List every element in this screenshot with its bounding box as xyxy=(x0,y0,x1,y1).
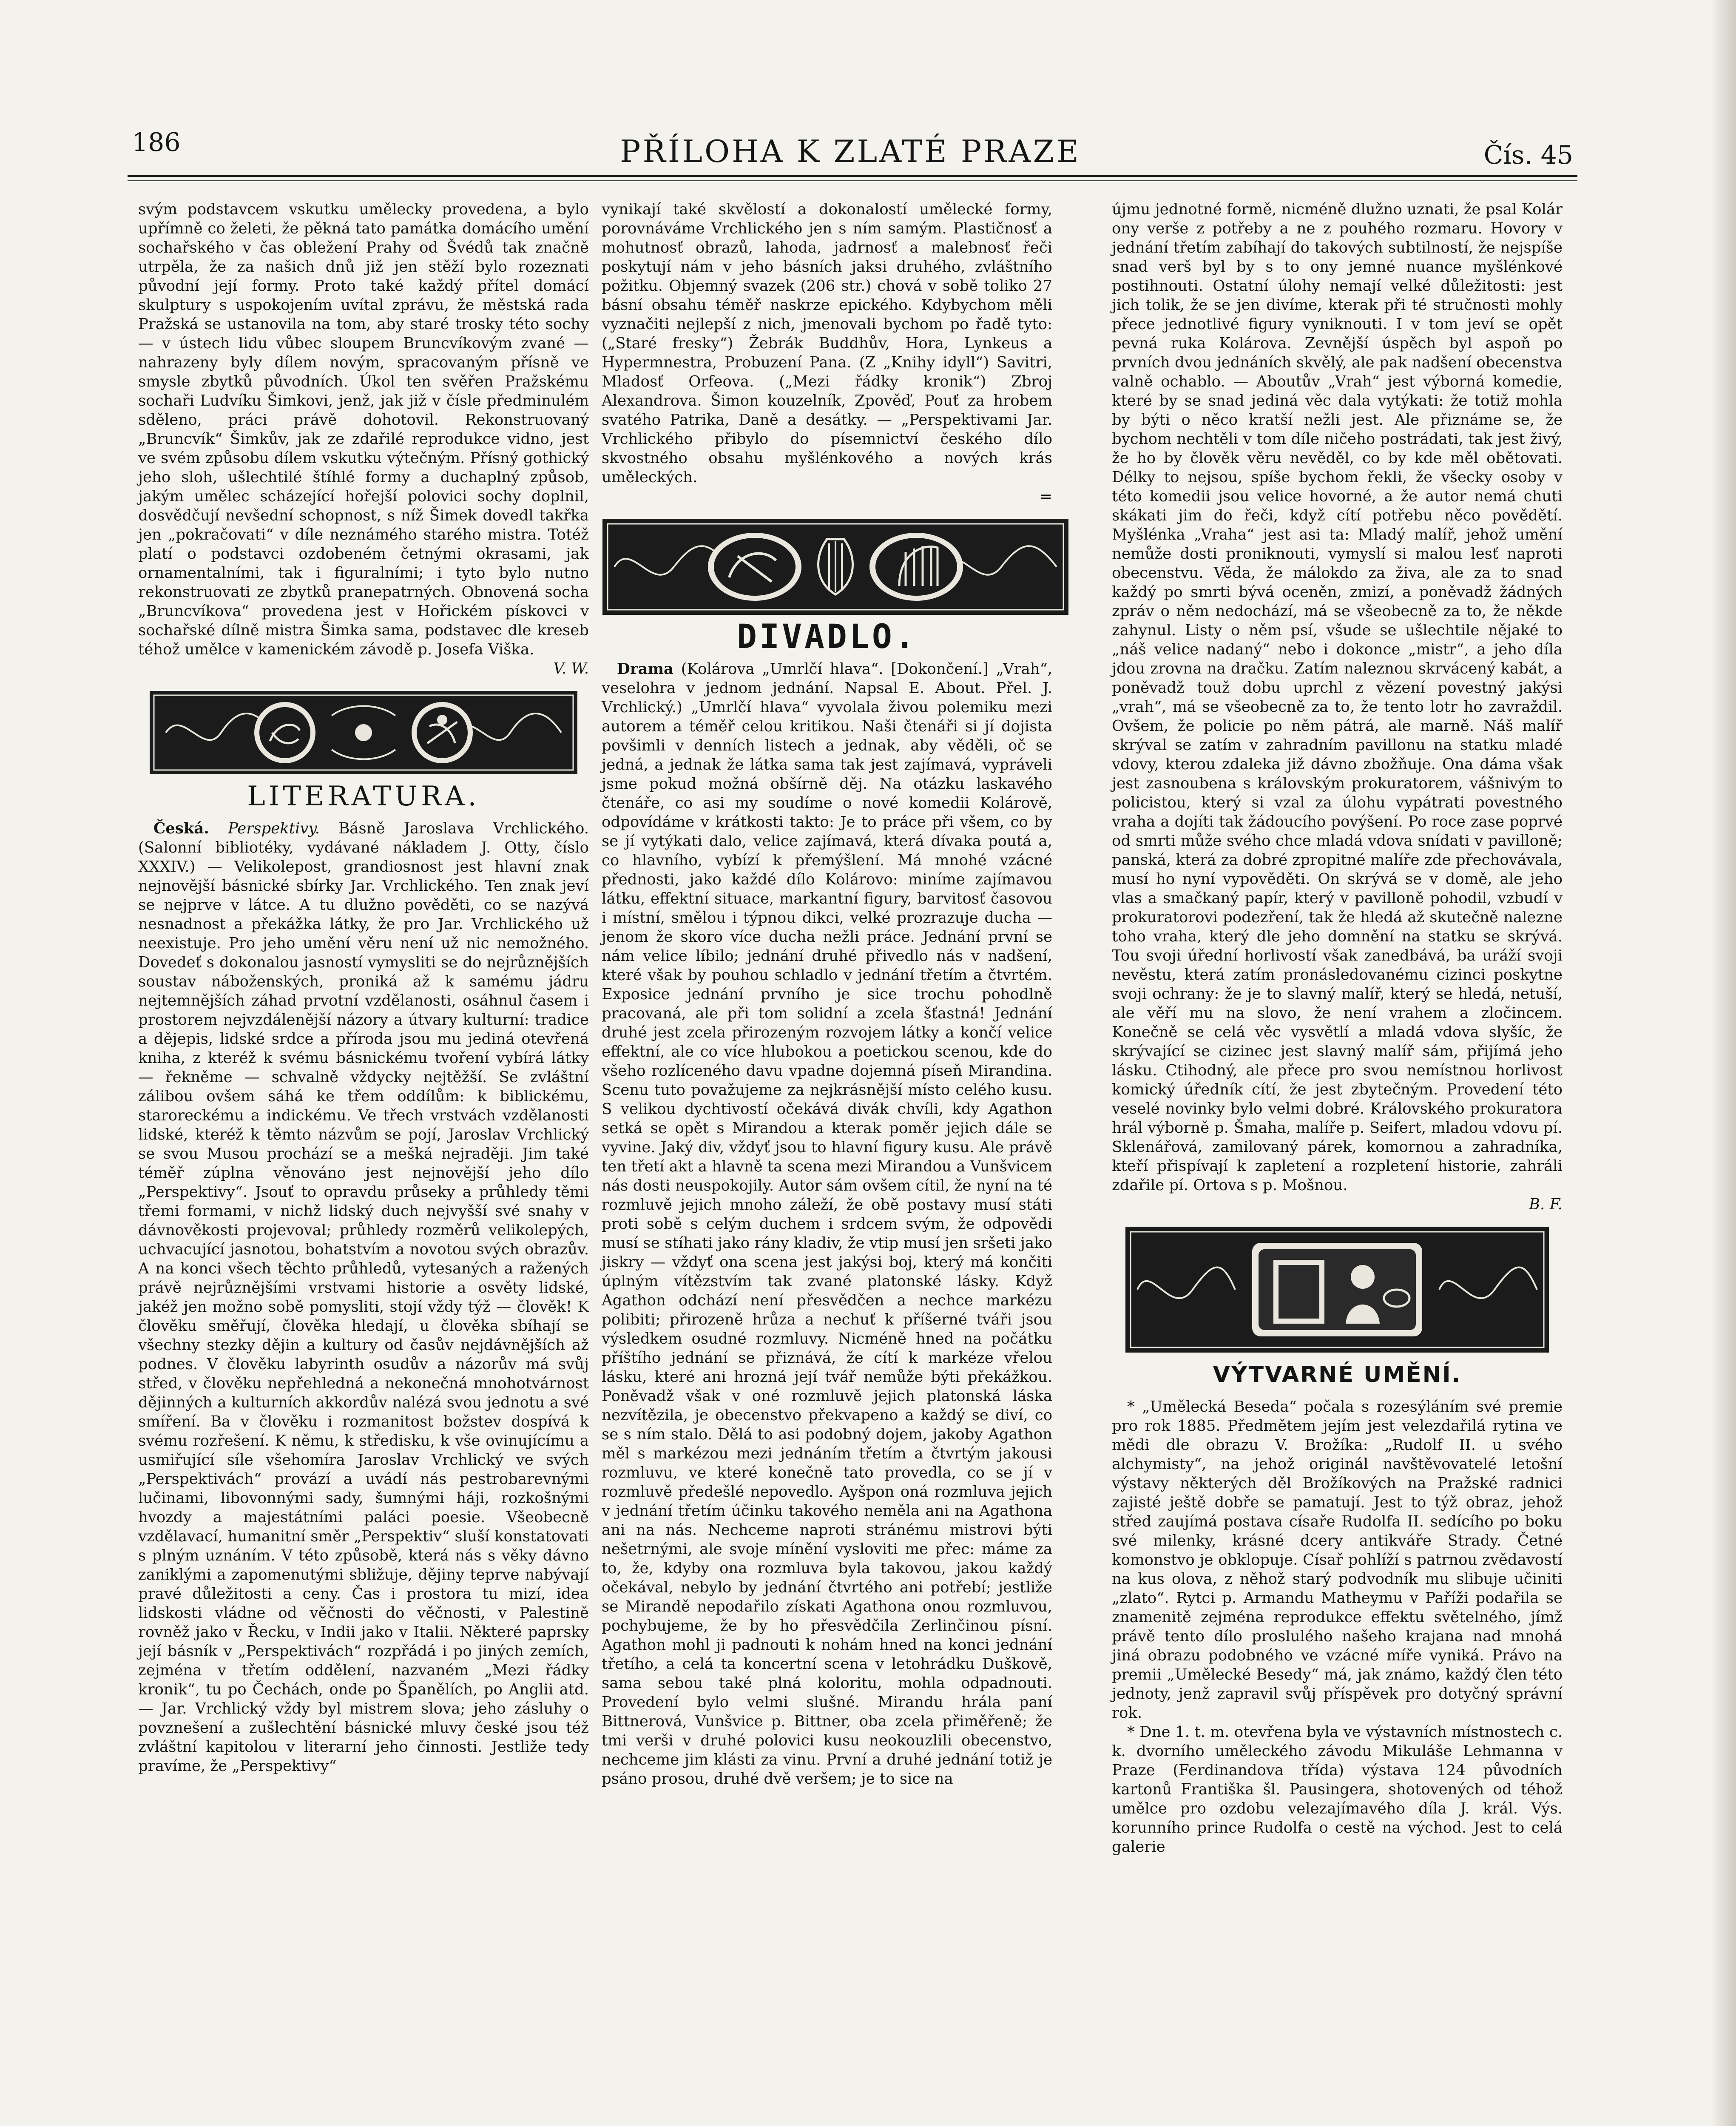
section-title-literature: LITERATURA. xyxy=(247,781,480,812)
theatre-review-continued: újmu jednotné formě, nicméně dlužno uznati, že psal Kolár ony verše z potřeby a ne z pouhého rozmaru. Hovory v jednání třetím zabíhají do takových subtilností, že nejspíše snad verš byl by s to ony jemné nuance myšlénkové postihnouti. Ostatní úlohy nemají velké důležitosti: jest jich tolik, že se jen divíme, kterak při té stručnosti mohly přece jednotlivé figury vyniknouti. I v tom jeví se opět pevná ruka Kolárova. Zevnější úspěch byl aspoň po prvních dvou jednáních skvělý, ale pak nadšení obecenstva valně ochablo. — Aboutův „Vrah“ jest výborná komedie, které by se snad jediná věc dala vytýkati: že totiž mohla by býti o něco kratší nežli jest. Ale přiznáme se, že bychom nechtěli v tom díle ničeho postrádati, tak jest živý, že ho by člověk věru nevěděl, co by kde měl obětovati. Délky to nejsou, spíše bychom řekli, že všecky osoby v této komedii jsou velice hovorné, a že autor nemá chuti skákati jim do řeči, když cítí potřebu něco povědětí. Myšlénka „Vraha“ jest asi ta: Mladý malíř, jehož umění nemůže dosti proniknouti, vymyslí si malou lesť naproti obecenstvu. Věda, že málokdo za živa, ale za to snad každý po smrti bývá oceněn, zmizí, a poněvadž žádných zpráv o něm nedochází, má se všeobecně za to, že někde zahynul. Listy o něm psí, všude se ušlechtile nějaké to „náš velice nadaný“ nebo i dokonce „mistr“, a jeho díla jdou zrovna na dračku. Zatím naleznou skrvácený kabát, a poněvadž touž dobu uprchl z vězení povestný jakýsi „vrah“, má se všeobecně za to, že tento lotr ho zavraždil. Ovšem, že policie po něm pátrá, ale marně. Náš malíř skrýval se zatím v zahradním pavillonu na statku mladé vdovy, kterou zdaleka již dávno zbožňuje. Ona dáma však jest zasnoubena s královským prokuratorem, vášnivým to policistou, který si vzal za úlohu vypátrati povestného vraha a dojíti tak žádoucího povýšení. Po roce zase poprvé od smrti může svého chce mladá vdova snídati v pavilloně; panská, která za dobré zpropitné malíře zde přechovávala, musí ho nyní vypověděti. On skrývá se v domě, ale jeho vlas a smačkaný papír, který v pavilloně pohodil, vzbudí v prokuratorovi podezření, tak že hledá až skutečně nalezne toho vraha, který dle jeho domnění na statku se skrývá. Tou svoji úřední horlivostí však zanedbává, ba uráží svoji nevěstu, která zatím pronásledovanému cizinci poskytne svoji ochrany: že je to slavný malíř, který se hledá, netuší, ale věří mu na slovo, že není vrahem a zločincem. Konečně se celá věc vysvětlí a mladá vdova slyšíc, že skrývající se cizinec jest slavný malíř sám, přijímá jeho lásku. Ctihodný, ale přece pro svou nemístnou horlivost komický úředník cítí, že jest zbytečným. Provedení této veselé novinky bylo velmi dobré. Královského prokuratora hrál výborně p. Šmaha, malíře p. Seifert, mladou vdovu pí. Sklenářová, zamilovaný párek, komornou a zahradníka, kteří přispívají k zapletení a rozpletení historie, zahráli zdařile pí. Ortova s p. Mošnou. xyxy=(1112,201,1563,1194)
column-right xyxy=(1112,200,1563,1856)
column-left xyxy=(138,200,589,1776)
column-middle xyxy=(602,200,1052,1788)
header-rule-thin xyxy=(128,180,1577,181)
literature-text: Básně Jaroslava Vrchlického. (Salonní bibliotéky, vydávané nákladem J. Otty, číslo XXXIV.) — Velikolepost, grandiosnost jest hlavní znak nejnovější básnické sbírky Jar. Vrchlického. Ten znak jeví se nejprve v látce. A tu dlužno pověděti, co se nazývá nesnadnost a překážka látky, že pro Jar. Vrchlického už neexistuje. Pro jeho umění věru není už nic nemožného. Dovedeť s dokonalou jasností vymysliti se do nejrůznějších soustav náboženských, proniká až k samému jádru nejtemnějších záhad prvotní vzdělanosti, osáhnul časem i prostorem nejvzdálenější názory a útvary kulturní: tradice a dějepis, lidské srdce a příroda jsou mu jediná otevřená kniha, z kteréž k svému básnickému tvoření vybírá látky — řekněme — schvalně vždycky nejtěžší. Se zvláštní zálibou ovšem sáhá ke třem oddílům: k biblickému, staroreckému a indickému. Ve třech vrstvách vzdělanosti lidské, kteréž k těmto názvům se pojí, Jaroslav Vrchlický se svou Musou prochází se a mešká nejraději. Jim také téměř zúplna věnováno jest nejnovější jeho dílo „Perspektivy“. Jsouť to opravdu průseky a průhledy těmi třemi formami, v nichž lidský duch nejvyšší své snahy v dávnověkosti projevoval; průhledy rozměrů velikolepých, uchvacující jasnotou, bohatstvím a novotou svých obrazův. A na konci všech těchto průhledů, vytesaných a ražených právě nejrůznějšími vrstvami historie a osvěty lidské, jakéž jen možno sobě pomysliti, stojí vždy týž — člověk! K člověku směřují, člověka hledají, u člověka sbíhají se všechny stezky dějin a kultury od časův nejdávnějších až podnes. V člověku labyrinth osudův a názorův má svůj střed, v člověku nepřehledná a nekonečná mnohotvárnost dějinných a kulturních akkordův nalézá svou jednotu a své smíření. Ba v člověku i rozmanitost božstev dospívá k svému rozřešení. K němu, k středisku, k vše ovinujícímu a usmiřující síle všehomíra Jaroslav Vrchlický ve svých „Perspektivách“ provází a uvádí nás pestrobarevnými lučinami, libovonnými sady, šumnými háji, rozkošnými hvozdy a majestátními paláci poesie. Všeobecně vzdělavací, humanitní směr „Perspektiv“ sluší konstatovati s plným uznáním. V této způsobě, která nás s věky dávno zaniklými a zapomenutými sbližuje, dějiny teprve nabývají pravé důležitosti a ceny. Čas i prostora tu mizí, idea lidskosti vládne od věčnosti do věčnosti, v Palestině rovněž jako v Řecku, v Indii jako v Italii. Některé paprsky její básník v „Perspektivách“ rozpřádá i po jiných zemích, zejména v třetím oddělení, nazvaném „Mezi řádky kronik“, tu po Čechách, onde po Španělích, po Anglii atd. — Jar. Vrchlický vždy byl mistrem slova; jeho zásluhy o povznešení a zušlechtění básnické mluvy české jsou též zvláštní kapitolou v literarní jeho činnosti. Jestliže tedy pravíme, že „Perspektivy“ xyxy=(138,820,589,1775)
page-title: PŘÍLOHA K ZLATÉ PRAZE xyxy=(620,134,1081,169)
literature-book-title: Perspektivy. xyxy=(227,820,320,837)
article-bruncvik-text: svým podstavcem vskutku umělecky provedena, a bylo upřímně co želeti, že pěkná tato památka domácího umění sochařského v čas obležení Prahy od Švédů tak značně utrpěla, že za našich dnů již jen stěží bylo rozeznati původní její formy. Proto také každý přítel domácí skulptury s uspokojením uvítal zprávu, že městská rada Pražská se ustanovila na tom, aby staré trosky této sochy — v ústech lidu vůbec sloupem Bruncvíkovým zvané — nahrazeny byly dílem novým, spracovaným přísně ve smysle zbytků původních. Úkol ten svěřen Pražskému sochaři Ludvíku Šimkovi, jenž, jak již v čísle předminulém sděleno, práci právě dohotovil. Rekonstruovaný „Bruncvík“ Šimkův, jak ze zdařilé reprodukce vidno, jest ve svém způsobu dílem vskutku výtečným. Přísný gothický jeho sloh, ušlechtilé štíhlé formy a duchaplný způsob, jakým umělec scházející hořejší polovici sochy doplnil, dosvědčují nevšední schopnost, s níž Šimek dovedl takřka jen „pokračovati“ v díle neznámého starého mistra. Totéž platí o podstavci ozdobeném četnými okrasami, jak ornamentalními, tak i figuralními; i tyto bylo nutno rekonstruovati ze zbytků pranepatrných. Obnovená socha „Bruncvíkova“ provedena jest v Hořickém pískovci v sochařské dílně mistra Šimka sama, podstavec dle kreseb téhož umělce v kamenickém závodě p. Josefa Viška. xyxy=(138,201,589,658)
fine-arts-news-1: * „Umělecká Beseda“ počala s rozesýláním své premie pro rok 1885. Předmětem jejím jest velezdařilá rytina ve mědi dle obrazu V. Brožíka: „Rudolf II. u svého alchymisty“, na jehož originál navštěvovatelé letošní výstavy některých děl Brožíkových na Pražské radnici zajisté ještě dobře se pamatují. Jest to týž obraz, jehož střed zaujímá postava císaře Rudolfa II. sedícího po boku své milenky, krásné dcery antikváře Strady. Četné komonstvo je obklopuje. Císař pohlíží s patrnou zvědavostí na kus olova, z něhož starý podvodník mu slibuje učiniti „zlato“. Rytci p. Armandu Matheymu v Paříži podařila se znamenitě zejména reprodukce effektu světelného, jímž právě tento dílo proslulého našeho krajana nad mnohá jiná obrazu podobného ve vzácné míře vyniká. Právo na premii „Umělecké Besedy“ má, jak známo, každý člen této jednoty, jenž zapravil svůj příspěvek pro dotyčný správní rok. xyxy=(1112,1398,1563,1722)
literature-lead: Česká. xyxy=(153,820,209,837)
end-mark: = xyxy=(1040,488,1052,505)
ornament-vignette-art xyxy=(1125,1226,1550,1353)
header-rule xyxy=(128,175,1577,177)
section-title-theatre: DIVADLO. xyxy=(737,618,917,656)
issue-number: Čís. 45 xyxy=(1483,140,1573,170)
drama-text: (Kolárova „Umrlčí hlava“. [Dokončení.] „Vrah“, veselohra v jednom jednání. Napsal E. About. Přel. J. Vrchlický.) „Umrlčí hlava“ vyvolala živou polemiku mezi autorem a téměř celou kritikou. Naši čtenáři si jí dojista povšimli v denních listech a jednak, aby věděli, oč se jedná, a jednak že látka sama tak jest zajímavá, vypráveli jsme pokud možná obšírně děj. Na otázku laskavého čtenáře, co asi my soudíme o nové komedii Kolárově, odpovídáme v krátkosti takto: Je to práce při všem, co by se jí vytýkati dalo, velice zajímavá, která dívaka poutá a, co hlavního, vybízí k přemýšlení. Má mnohé vzácné přednosti, jako každé dílo Kolárovo: miníme zajímavou látku, effektní situace, markantní figury, barvitosť časovou i místní, smělou i týpnou dikci, velké prozrazuje ducha — jenom že skoro více ducha nežli práce. Jednání první se nám velice líbilo; jednání druhé přivedlo nás v nadšení, které však by pouhou schladlo v jednání třetím a čtvrtém. Exposice jednání prvního je sice trochu pohodlně pracovaná, ale při tom solidní a zcela šťastná! Jednání druhé jest zcela přirozeným rozvojem látky a končí velice effektní, ale co více hlubokou a poetickou scenou, kde do všeho rozlíceného davu vpadne dojemná píseň Mirandina. Scenu tuto považujeme za nejkrásnější místo celého kusu. S velikou dychtivostí očekává divák chvíli, kdy Agathon setká se opět s Mirandou a kterak poměr jejich dále se vyvine. Jaký div, vždyť jsou to hlavní figury kusu. Ale právě ten třetí akt a hlavně ta scena mezi Mirandou a Vunšvicem nás dosti neuspokojily. Autor sám ovšem cítil, že nyní na té rozmluvě jejich mnoho záleží, že obě postavy musí státi proti sobě s celým duchem i srdcem svým, že odpovědi musí se stíhati jako rány kladiv, že vtip musí jen sršeti jako jiskry — vždyť ona scena jest jakýsi boj, který má končiti úplným vítězstvím tak zvané platonské lásky. Když Agathon odchází není přesvědčen a nechce markézu polibiti; přirozeně hrůza a nechuť k příšerné tváři jsou výsledkem osudné rozmluvy. Nicméně hned na počátku příštího jednání se přiznává, že cítí k markéze vřelou lásku, které ani hrozná její tvář nemůže býti překážkou. Poněvadž však v oné rozmluvě jejich platonská láska nezvítězila, je obecenstvo překvapeno a každý se diví, co se s ním stalo. Dělá to asi podobný dojem, jakoby Agathon měl s markézou mezi jednáním třetím a čtvrtým jakousi rozmluvu, ve které konečně tato provedla, co se jí v rozmluvě předešlé nepovedlo. Ayšpon oná rozmluva jejich v jednání třetím účinku takového neměla ani na Agathona ani na nás. Nechceme naproti stránému mistrovi býti nešetrnými, ale svoje mínění vysloviti me přec: máme za to, že, kdyby ona rozmluva byla takovou, jakou každý očekával, nebylo by jednání čtvrtého ani potřebí; jestliže se Mirandě nepodařilo získati Agathona onou rozmluvou, pochybujeme, že by ho přesvědčila Zerlinčinou písní. Agathon mohl ji padnouti k nohám hned na konci jednání třetího, a celá ta koncertní scena v letohrádku Duškově, sama sebou také plná koloritu, mohla odpadnouti. Provedení bylo velmi slušné. Mirandu hrála paní Bittnerová, Vunšvice p. Bittner, oba zcela přiměřeně; že tmi verši v druhé polovici kusu neokouzlili obecenstvo, nechceme jim klásti za vinu. První a druhé jednání totiž je psáno prosou, druhé dvě veršem; je to sice na xyxy=(602,660,1052,1788)
theatre-signature: B. F. xyxy=(1529,1196,1563,1213)
theatre-review xyxy=(602,659,1052,1788)
scan-edge xyxy=(1710,0,1736,2126)
page-header xyxy=(119,119,1582,170)
fine-arts-news-2: * Dne 1. t. m. otevřena byla ve výstavních místnostech c. k. dvorního uměleckého závodu Mikuláše Lehmanna v Praze (Ferdinandova třída) výstava 124 původních kartonů Františka šl. Pausingera, shotovených od téhož umělce pro ozdobu velezajímavého díla J. král. Výs. korunního prince Rudolfa o cestě na východ. Jest to celá galerie xyxy=(1112,1723,1563,1856)
page-number: 186 xyxy=(132,128,181,157)
section-title-fine-arts: VÝTVARNÉ UMĚNÍ. xyxy=(1213,1362,1462,1387)
article-signature: V. W. xyxy=(553,660,589,677)
literature-review xyxy=(138,819,589,1776)
drama-lead: Drama xyxy=(617,660,674,678)
literature-review-continued: vynikají také skvělostí a dokonalostí umělecké formy, porovnáváme Vrchlického jen s ním samým. Plastičnosť a mohutnosť obrazů, lahoda, jadrnosť a malebnosť řeči poskytují nám v jeho básních jaksi druhého, zvláštního požitku. Objemný svazek (206 str.) chová v sobě toliko 27 básní obsahu téměř naskrze epického. Kdybychom měli vyznačiti nejlepší z nich, jmenovali bychom po řadě tyto: („Staré fresky“) Žebrák Buddhův, Hora, Lynkeus a Hypermnestra, Probuzení Pana. (Z „Knihy idyll“) Savitri, Mladosť Orfeova. („Mezi řádky kronik“) Zbroj Alexandrova. Šimon kouzelník, Zpověď, Pouť za hrobem svatého Patrika, Daně a desátky. — „Perspektivami Jar. Vrchlického přibylo do písemnictví českého dílo skvostného obsahu myšlénkového a nových krás uměleckých. xyxy=(602,201,1052,486)
ornament-vignette-theatre xyxy=(602,518,1069,616)
ornament-vignette-literature xyxy=(149,690,578,775)
